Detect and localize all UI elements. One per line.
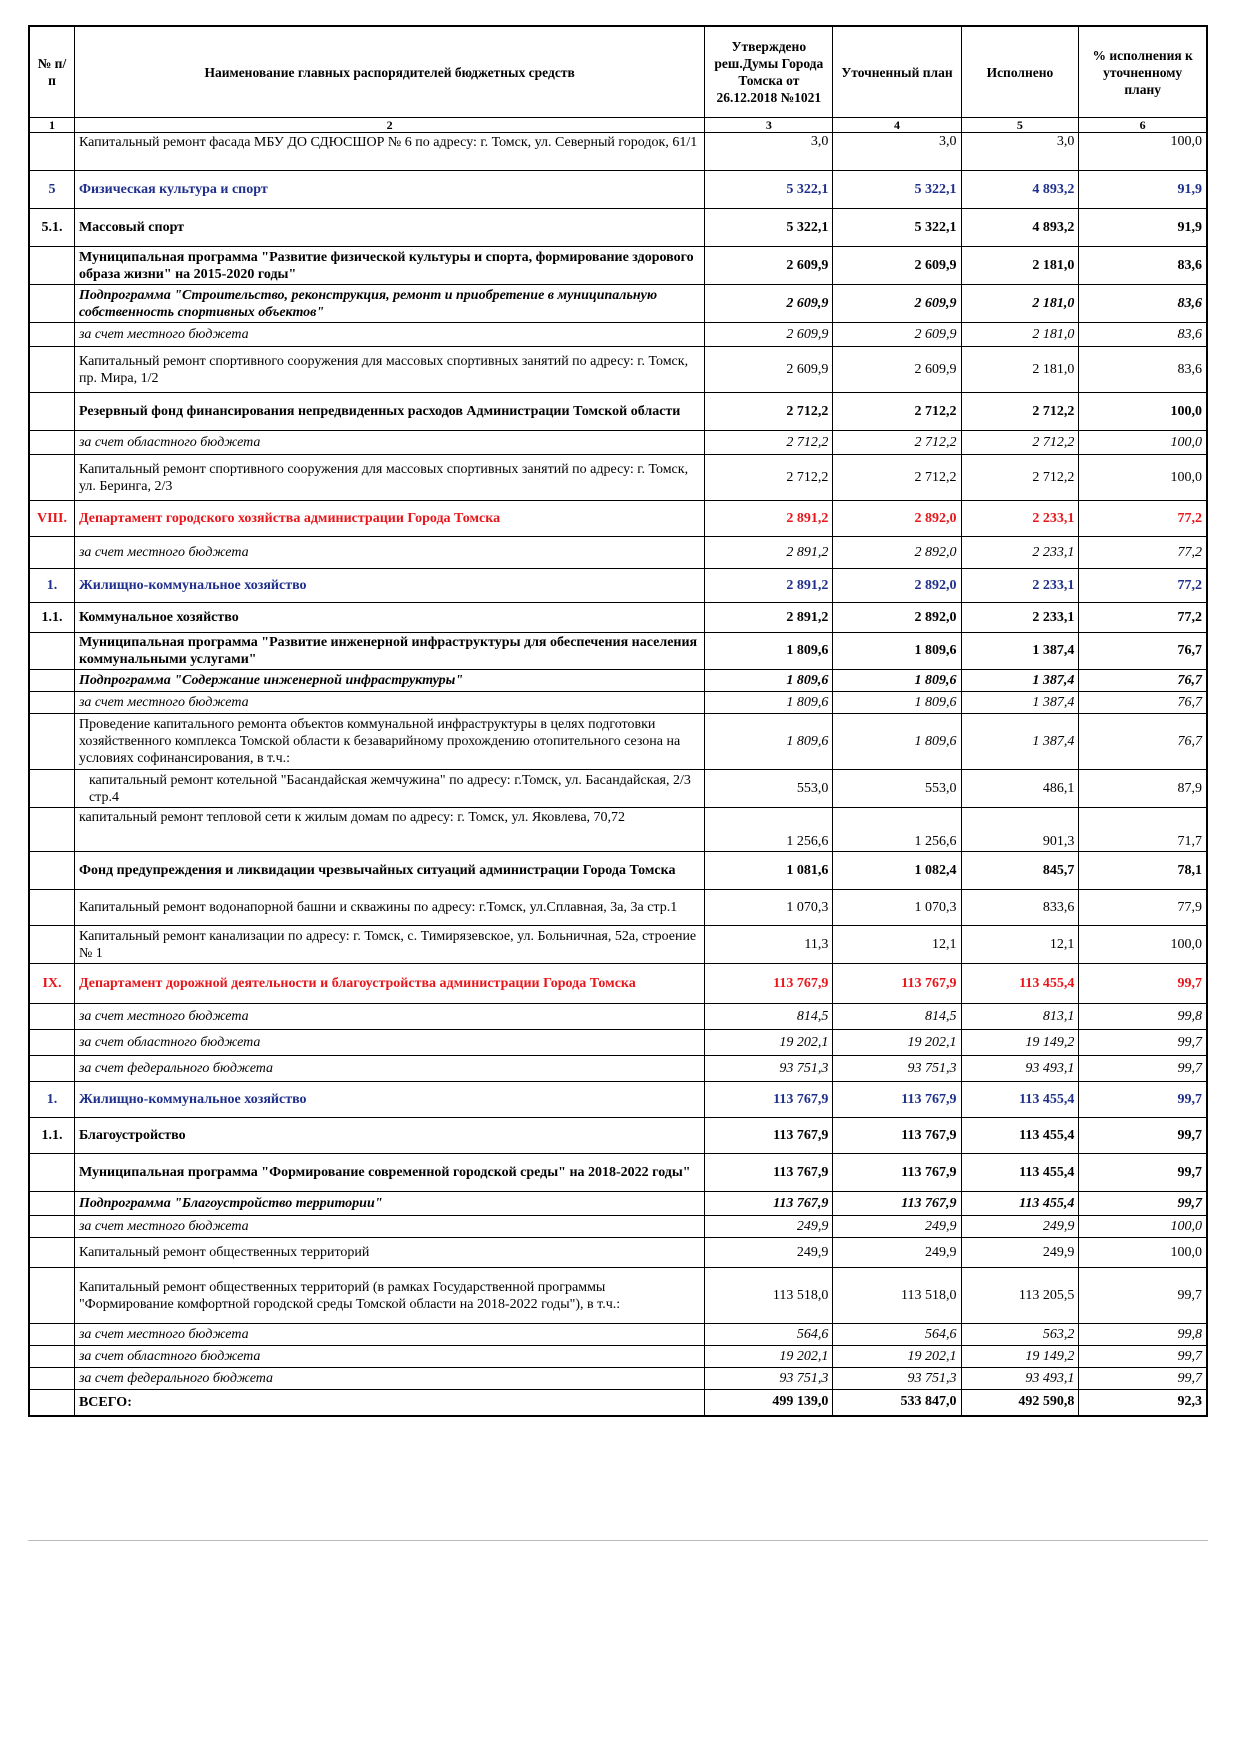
row-percent: 91,9 xyxy=(1079,171,1207,209)
table-row xyxy=(29,1238,1207,1268)
row-plan: 2 892,0 xyxy=(833,603,961,633)
row-plan: 814,5 xyxy=(833,1004,961,1030)
row-percent: 77,2 xyxy=(1079,569,1207,603)
row-name: Массовый спорт xyxy=(74,209,704,247)
row-percent: 99,7 xyxy=(1079,1030,1207,1056)
row-approved: 249,9 xyxy=(705,1216,833,1238)
row-approved: 2 712,2 xyxy=(705,431,833,455)
row-percent: 99,7 xyxy=(1079,1154,1207,1192)
row-plan: 93 751,3 xyxy=(833,1368,961,1390)
table-header-row xyxy=(29,26,1207,118)
row-percent: 83,6 xyxy=(1079,285,1207,323)
row-plan: 564,6 xyxy=(833,1324,961,1346)
table-row xyxy=(29,285,1207,323)
row-percent: 99,7 xyxy=(1079,1056,1207,1082)
row-number xyxy=(29,1368,74,1390)
row-approved: 113 767,9 xyxy=(705,964,833,1004)
row-approved: 814,5 xyxy=(705,1004,833,1030)
table-row xyxy=(29,964,1207,1004)
row-plan: 1 809,6 xyxy=(833,633,961,670)
row-plan: 2 892,0 xyxy=(833,501,961,537)
row-plan: 1 809,6 xyxy=(833,692,961,714)
row-number xyxy=(29,1238,74,1268)
row-done: 113 455,4 xyxy=(961,1118,1079,1154)
table-row xyxy=(29,1390,1207,1416)
row-plan: 3,0 xyxy=(833,133,961,171)
row-plan: 2 609,9 xyxy=(833,347,961,393)
row-plan: 2 609,9 xyxy=(833,285,961,323)
row-name: за счет областного бюджета xyxy=(74,431,704,455)
row-plan: 19 202,1 xyxy=(833,1346,961,1368)
row-name: капитальный ремонт котельной "Басандайская жемчужина" по адресу: г.Томск, ул. Басандайская, 2/3 стр.4 xyxy=(74,770,704,808)
column-number-row xyxy=(29,118,1207,133)
row-number xyxy=(29,1216,74,1238)
row-name: Подпрограмма "Строительство, реконструкция, ремонт и приобретение в муниципальную собственность спортивных объектов" xyxy=(74,285,704,323)
row-done: 563,2 xyxy=(961,1324,1079,1346)
row-name: за счет областного бюджета xyxy=(74,1030,704,1056)
row-approved: 113 767,9 xyxy=(705,1082,833,1118)
row-approved: 1 256,6 xyxy=(705,808,833,852)
row-approved: 93 751,3 xyxy=(705,1368,833,1390)
row-name: Физическая культура и спорт xyxy=(74,171,704,209)
row-done: 2 181,0 xyxy=(961,285,1079,323)
row-approved: 1 809,6 xyxy=(705,670,833,692)
row-done: 2 712,2 xyxy=(961,393,1079,431)
row-percent: 100,0 xyxy=(1079,393,1207,431)
row-percent: 100,0 xyxy=(1079,1238,1207,1268)
row-plan: 12,1 xyxy=(833,926,961,964)
row-number: 1.1. xyxy=(29,603,74,633)
row-plan: 113 767,9 xyxy=(833,1154,961,1192)
col-index: 3 xyxy=(705,118,833,133)
row-percent: 71,7 xyxy=(1079,808,1207,852)
table-row xyxy=(29,347,1207,393)
table-row xyxy=(29,431,1207,455)
row-done: 2 712,2 xyxy=(961,455,1079,501)
row-approved: 1 809,6 xyxy=(705,714,833,770)
row-percent: 99,7 xyxy=(1079,1118,1207,1154)
table-row xyxy=(29,890,1207,926)
col-percent-header: % исполнения к уточненному плану xyxy=(1079,26,1207,118)
row-plan: 249,9 xyxy=(833,1216,961,1238)
row-done: 4 893,2 xyxy=(961,209,1079,247)
table-row xyxy=(29,1154,1207,1192)
row-approved: 2 712,2 xyxy=(705,393,833,431)
row-done: 901,3 xyxy=(961,808,1079,852)
row-done: 2 181,0 xyxy=(961,247,1079,285)
row-approved: 5 322,1 xyxy=(705,171,833,209)
row-percent: 100,0 xyxy=(1079,133,1207,171)
row-approved: 1 070,3 xyxy=(705,890,833,926)
table-row xyxy=(29,455,1207,501)
page-divider xyxy=(28,1540,1208,1541)
row-name: Жилищно-коммунальное хозяйство xyxy=(74,569,704,603)
row-done: 833,6 xyxy=(961,890,1079,926)
table-row xyxy=(29,171,1207,209)
row-done: 12,1 xyxy=(961,926,1079,964)
table-row xyxy=(29,1118,1207,1154)
row-name: за счет местного бюджета xyxy=(74,537,704,569)
row-number xyxy=(29,670,74,692)
row-number xyxy=(29,714,74,770)
row-plan: 249,9 xyxy=(833,1238,961,1268)
row-plan: 1 809,6 xyxy=(833,670,961,692)
row-done: 93 493,1 xyxy=(961,1056,1079,1082)
row-name: Жилищно-коммунальное хозяйство xyxy=(74,1082,704,1118)
row-done: 113 455,4 xyxy=(961,964,1079,1004)
row-approved: 2 891,2 xyxy=(705,569,833,603)
row-name: Капитальный ремонт канализации по адресу: г. Томск, с. Тимирязевское, ул. Больничная, 52а, строение № 1 xyxy=(74,926,704,964)
row-number: 1. xyxy=(29,1082,74,1118)
row-number xyxy=(29,808,74,852)
row-done: 2 233,1 xyxy=(961,537,1079,569)
row-number: 5.1. xyxy=(29,209,74,247)
row-percent: 99,7 xyxy=(1079,1346,1207,1368)
row-number xyxy=(29,852,74,890)
row-approved: 553,0 xyxy=(705,770,833,808)
row-name: Муниципальная программа "Развитие физической культуры и спорта, формирование здорового образа жизни" на 2015-2020 годы" xyxy=(74,247,704,285)
row-number xyxy=(29,455,74,501)
row-done: 813,1 xyxy=(961,1004,1079,1030)
table-row xyxy=(29,323,1207,347)
row-percent: 77,2 xyxy=(1079,537,1207,569)
row-number xyxy=(29,323,74,347)
row-number xyxy=(29,1324,74,1346)
col-index: 2 xyxy=(74,118,704,133)
row-percent: 77,2 xyxy=(1079,501,1207,537)
col-plan-header: Уточненный план xyxy=(833,26,961,118)
table-row xyxy=(29,852,1207,890)
row-percent: 83,6 xyxy=(1079,323,1207,347)
row-percent: 100,0 xyxy=(1079,431,1207,455)
row-number: IX. xyxy=(29,964,74,1004)
row-done: 3,0 xyxy=(961,133,1079,171)
row-name: Муниципальная программа "Развитие инженерной инфраструктуры для обеспечения населения коммунальными услугами" xyxy=(74,633,704,670)
col-approved-header: Утверждено реш.Думы Города Томска от 26.12.2018 №1021 xyxy=(705,26,833,118)
table-row xyxy=(29,1004,1207,1030)
table-row xyxy=(29,1030,1207,1056)
row-name: Благоустройство xyxy=(74,1118,704,1154)
table-row xyxy=(29,501,1207,537)
table-row xyxy=(29,1056,1207,1082)
table-row xyxy=(29,926,1207,964)
table-row xyxy=(29,692,1207,714)
row-name: за счет областного бюджета xyxy=(74,1346,704,1368)
row-name: за счет федерального бюджета xyxy=(74,1056,704,1082)
row-plan: 2 712,2 xyxy=(833,431,961,455)
row-number xyxy=(29,247,74,285)
table-row xyxy=(29,393,1207,431)
row-number xyxy=(29,1390,74,1416)
budget-execution-table xyxy=(28,25,1208,1417)
table-row xyxy=(29,808,1207,852)
row-plan: 553,0 xyxy=(833,770,961,808)
row-percent: 77,2 xyxy=(1079,603,1207,633)
table-row xyxy=(29,770,1207,808)
row-plan: 1 256,6 xyxy=(833,808,961,852)
row-approved: 1 809,6 xyxy=(705,692,833,714)
row-percent: 92,3 xyxy=(1079,1390,1207,1416)
row-number xyxy=(29,633,74,670)
row-percent: 100,0 xyxy=(1079,926,1207,964)
row-number xyxy=(29,1192,74,1216)
row-done: 1 387,4 xyxy=(961,692,1079,714)
row-number: VIII. xyxy=(29,501,74,537)
row-plan: 5 322,1 xyxy=(833,209,961,247)
row-approved: 113 767,9 xyxy=(705,1154,833,1192)
row-number xyxy=(29,692,74,714)
row-name: Коммунальное хозяйство xyxy=(74,603,704,633)
row-name: ВСЕГО: xyxy=(74,1390,704,1416)
row-number: 1.1. xyxy=(29,1118,74,1154)
row-plan: 1 070,3 xyxy=(833,890,961,926)
table-row xyxy=(29,670,1207,692)
table-row xyxy=(29,633,1207,670)
row-approved: 11,3 xyxy=(705,926,833,964)
row-approved: 2 609,9 xyxy=(705,347,833,393)
row-done: 249,9 xyxy=(961,1238,1079,1268)
row-name: за счет местного бюджета xyxy=(74,1324,704,1346)
row-number xyxy=(29,347,74,393)
row-approved: 2 609,9 xyxy=(705,247,833,285)
row-done: 249,9 xyxy=(961,1216,1079,1238)
row-approved: 93 751,3 xyxy=(705,1056,833,1082)
row-name: Муниципальная программа "Формирование современной городской среды" на 2018-2022 годы" xyxy=(74,1154,704,1192)
table-row xyxy=(29,247,1207,285)
row-approved: 19 202,1 xyxy=(705,1030,833,1056)
row-name: Подпрограмма "Содержание инженерной инфраструктуры" xyxy=(74,670,704,692)
row-number xyxy=(29,890,74,926)
row-number xyxy=(29,285,74,323)
row-name: Капитальный ремонт водонапорной башни и скважины по адресу: г.Томск, ул.Сплавная, 3а, 3а стр.1 xyxy=(74,890,704,926)
row-name: за счет местного бюджета xyxy=(74,323,704,347)
table-row xyxy=(29,537,1207,569)
row-percent: 76,7 xyxy=(1079,692,1207,714)
table-row xyxy=(29,1368,1207,1390)
row-approved: 499 139,0 xyxy=(705,1390,833,1416)
row-percent: 91,9 xyxy=(1079,209,1207,247)
row-done: 113 205,5 xyxy=(961,1268,1079,1324)
row-done: 2 712,2 xyxy=(961,431,1079,455)
row-percent: 83,6 xyxy=(1079,347,1207,393)
row-plan: 113 767,9 xyxy=(833,1082,961,1118)
row-approved: 2 712,2 xyxy=(705,455,833,501)
row-approved: 5 322,1 xyxy=(705,209,833,247)
row-done: 113 455,4 xyxy=(961,1192,1079,1216)
table-row xyxy=(29,603,1207,633)
row-approved: 3,0 xyxy=(705,133,833,171)
row-name: Фонд предупреждения и ликвидации чрезвычайных ситуаций администрации Города Томска xyxy=(74,852,704,890)
row-plan: 2 609,9 xyxy=(833,247,961,285)
row-done: 113 455,4 xyxy=(961,1154,1079,1192)
row-approved: 2 609,9 xyxy=(705,285,833,323)
row-name: Департамент дорожной деятельности и благоустройства администрации Города Томска xyxy=(74,964,704,1004)
table-row xyxy=(29,1192,1207,1216)
row-name: за счет местного бюджета xyxy=(74,692,704,714)
row-percent: 99,8 xyxy=(1079,1004,1207,1030)
row-plan: 2 609,9 xyxy=(833,323,961,347)
row-approved: 113 767,9 xyxy=(705,1192,833,1216)
col-index: 5 xyxy=(961,118,1079,133)
row-percent: 99,7 xyxy=(1079,1268,1207,1324)
row-done: 2 181,0 xyxy=(961,347,1079,393)
row-number: 5 xyxy=(29,171,74,209)
row-done: 486,1 xyxy=(961,770,1079,808)
row-name: за счет местного бюджета xyxy=(74,1216,704,1238)
row-number xyxy=(29,1346,74,1368)
table-row xyxy=(29,1324,1207,1346)
row-approved: 249,9 xyxy=(705,1238,833,1268)
row-name: капитальный ремонт тепловой сети к жилым домам по адресу: г. Томск, ул. Яковлева, 70,72 xyxy=(74,808,704,852)
row-number xyxy=(29,393,74,431)
row-percent: 99,8 xyxy=(1079,1324,1207,1346)
row-number xyxy=(29,537,74,569)
row-approved: 19 202,1 xyxy=(705,1346,833,1368)
table-row xyxy=(29,1082,1207,1118)
table-row xyxy=(29,1268,1207,1324)
row-plan: 1 809,6 xyxy=(833,714,961,770)
row-done: 113 455,4 xyxy=(961,1082,1079,1118)
row-plan: 113 767,9 xyxy=(833,1192,961,1216)
row-number xyxy=(29,1056,74,1082)
row-done: 19 149,2 xyxy=(961,1030,1079,1056)
row-approved: 2 891,2 xyxy=(705,501,833,537)
row-plan: 2 712,2 xyxy=(833,393,961,431)
row-percent: 99,7 xyxy=(1079,964,1207,1004)
row-percent: 77,9 xyxy=(1079,890,1207,926)
row-plan: 113 767,9 xyxy=(833,964,961,1004)
row-plan: 2 712,2 xyxy=(833,455,961,501)
row-approved: 564,6 xyxy=(705,1324,833,1346)
row-percent: 100,0 xyxy=(1079,1216,1207,1238)
row-approved: 113 518,0 xyxy=(705,1268,833,1324)
row-name: за счет местного бюджета xyxy=(74,1004,704,1030)
table-row xyxy=(29,1216,1207,1238)
row-number xyxy=(29,133,74,171)
row-name: Капитальный ремонт спортивного сооружения для массовых спортивных занятий по адресу: г. Томск, пр. Мира, 1/2 xyxy=(74,347,704,393)
row-approved: 113 767,9 xyxy=(705,1118,833,1154)
row-number xyxy=(29,431,74,455)
row-name: Департамент городского хозяйства администрации Города Томска xyxy=(74,501,704,537)
row-done: 2 181,0 xyxy=(961,323,1079,347)
row-plan: 113 767,9 xyxy=(833,1118,961,1154)
row-plan: 1 082,4 xyxy=(833,852,961,890)
row-plan: 2 892,0 xyxy=(833,569,961,603)
row-name: Резервный фонд финансирования непредвиденных расходов Администрации Томской области xyxy=(74,393,704,431)
row-approved: 2 609,9 xyxy=(705,323,833,347)
row-done: 2 233,1 xyxy=(961,569,1079,603)
row-number xyxy=(29,1268,74,1324)
table-row xyxy=(29,714,1207,770)
row-plan: 2 892,0 xyxy=(833,537,961,569)
row-number xyxy=(29,1030,74,1056)
row-done: 19 149,2 xyxy=(961,1346,1079,1368)
row-name: за счет федерального бюджета xyxy=(74,1368,704,1390)
row-percent: 99,7 xyxy=(1079,1368,1207,1390)
row-number xyxy=(29,770,74,808)
row-percent: 87,9 xyxy=(1079,770,1207,808)
table-body xyxy=(29,133,1207,1416)
col-index: 6 xyxy=(1079,118,1207,133)
col-name-header: Наименование главных распорядителей бюджетных средств xyxy=(74,26,704,118)
row-plan: 5 322,1 xyxy=(833,171,961,209)
row-number xyxy=(29,926,74,964)
col-index: 4 xyxy=(833,118,961,133)
row-percent: 76,7 xyxy=(1079,633,1207,670)
row-number xyxy=(29,1154,74,1192)
row-done: 1 387,4 xyxy=(961,633,1079,670)
table-row xyxy=(29,569,1207,603)
row-done: 93 493,1 xyxy=(961,1368,1079,1390)
row-done: 4 893,2 xyxy=(961,171,1079,209)
row-percent: 76,7 xyxy=(1079,714,1207,770)
row-name: Капитальный ремонт фасада МБУ ДО СДЮСШОР № 6 по адресу: г. Томск, ул. Северный городок, 61/1 xyxy=(74,133,704,171)
row-done: 845,7 xyxy=(961,852,1079,890)
row-approved: 1 809,6 xyxy=(705,633,833,670)
row-name: Капитальный ремонт общественных территорий xyxy=(74,1238,704,1268)
row-percent: 83,6 xyxy=(1079,247,1207,285)
row-done: 2 233,1 xyxy=(961,501,1079,537)
row-plan: 19 202,1 xyxy=(833,1030,961,1056)
row-done: 1 387,4 xyxy=(961,670,1079,692)
col-index: 1 xyxy=(29,118,74,133)
row-approved: 2 891,2 xyxy=(705,537,833,569)
row-plan: 113 518,0 xyxy=(833,1268,961,1324)
row-plan: 533 847,0 xyxy=(833,1390,961,1416)
row-name: Капитальный ремонт общественных территорий (в рамках Государственной программы "Формирование комфортной городской среды Томской области на 2018-2022 годы"), в т.ч.: xyxy=(74,1268,704,1324)
row-number: 1. xyxy=(29,569,74,603)
table-row xyxy=(29,209,1207,247)
col-done-header: Исполнено xyxy=(961,26,1079,118)
table-row xyxy=(29,1346,1207,1368)
row-plan: 93 751,3 xyxy=(833,1056,961,1082)
row-number xyxy=(29,1004,74,1030)
row-approved: 1 081,6 xyxy=(705,852,833,890)
row-percent: 76,7 xyxy=(1079,670,1207,692)
row-percent: 99,7 xyxy=(1079,1192,1207,1216)
row-name: Капитальный ремонт спортивного сооружения для массовых спортивных занятий по адресу: г. Томск, ул. Беринга, 2/3 xyxy=(74,455,704,501)
row-percent: 100,0 xyxy=(1079,455,1207,501)
row-name: Проведение капитального ремонта объектов коммунальной инфраструктуры в целях подготовки хозяйственного комплекса Томской области к безаварийному прохождению отопительного сезона на условиях софинансирования, в т.ч.: xyxy=(74,714,704,770)
row-percent: 99,7 xyxy=(1079,1082,1207,1118)
row-name: Подпрограмма "Благоустройство территории" xyxy=(74,1192,704,1216)
table-row xyxy=(29,133,1207,171)
row-approved: 2 891,2 xyxy=(705,603,833,633)
row-done: 1 387,4 xyxy=(961,714,1079,770)
row-done: 2 233,1 xyxy=(961,603,1079,633)
row-percent: 78,1 xyxy=(1079,852,1207,890)
row-done: 492 590,8 xyxy=(961,1390,1079,1416)
col-number-header: № п/п xyxy=(29,26,74,118)
